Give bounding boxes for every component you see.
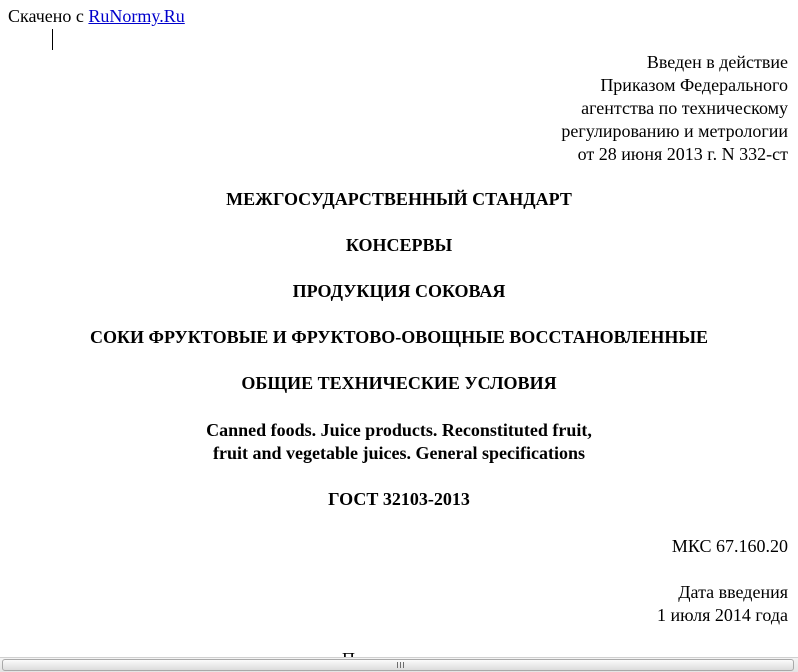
intro-line: Введен в действие: [646, 52, 788, 72]
introduction-date-value: 1 июля 2014 года: [657, 605, 788, 625]
document-subtitle: ОБЩИЕ ТЕХНИЧЕСКИЕ УСЛОВИЯ: [241, 373, 557, 393]
grip-icon: [397, 662, 406, 668]
intro-block: [561, 51, 788, 166]
category-heading: КОНСЕРВЫ: [345, 235, 453, 255]
intro-line: Приказом Федерального: [600, 75, 788, 95]
product-heading: ПРОДУКЦИЯ СОКОВАЯ: [292, 281, 506, 301]
standard-designation: ГОСТ 32103-2013: [328, 489, 470, 509]
source-prefix: Скачено с: [8, 6, 84, 26]
source-line: [8, 5, 185, 27]
horizontal-scrollbar[interactable]: [0, 657, 798, 672]
intro-line: агентства по техническому: [581, 98, 788, 118]
intro-line: регулированию и метрологии: [561, 121, 788, 141]
introduction-date-label: Дата введения: [678, 582, 788, 602]
scrollbar-thumb[interactable]: [2, 659, 794, 671]
intro-line: от 28 июня 2013 г. N 332-ст: [577, 144, 788, 164]
introduction-date: [657, 581, 788, 627]
source-link[interactable]: RuNormy.Ru: [88, 6, 185, 26]
document-title: СОКИ ФРУКТОВЫЕ И ФРУКТОВО-ОВОЩНЫЕ ВОССТАНОВЛЕННЫЕ: [89, 327, 709, 347]
english-title-line: fruit and vegetable juices. General specifications: [213, 443, 585, 463]
text-cursor: [52, 29, 53, 50]
standard-type-heading: МЕЖГОСУДАРСТВЕННЫЙ СТАНДАРТ: [226, 189, 572, 209]
mks-code: МКС 67.160.20: [671, 536, 788, 556]
english-title-line: Canned foods. Juice products. Reconstituted fruit,: [206, 420, 592, 440]
